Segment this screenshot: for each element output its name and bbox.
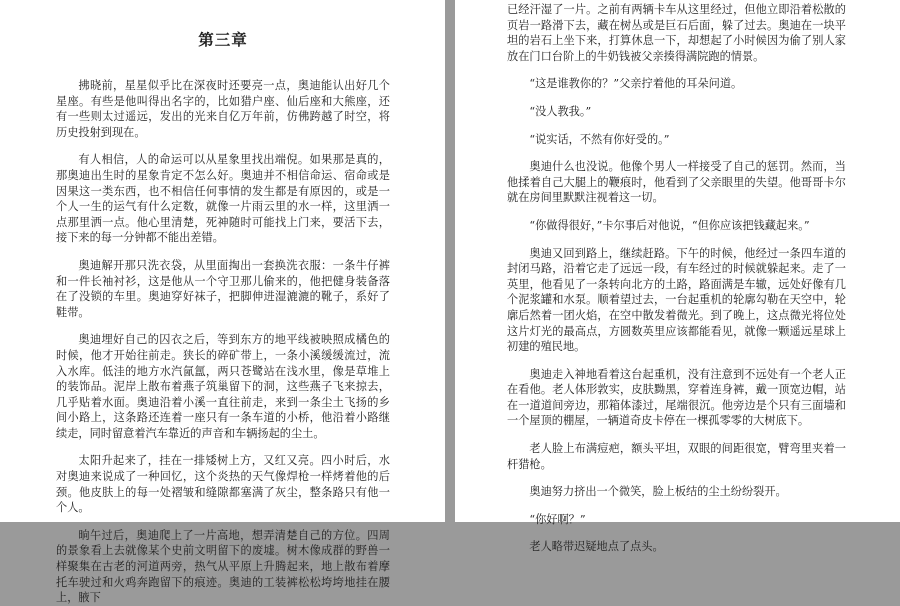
paragraph: 老人脸上布满痘疤，额头平坦，双眼的间距很宽，臂弯里夹着一杆猎枪。	[507, 442, 846, 471]
paragraph: “你做得很好，”卡尔事后对他说，“但你应该把钱藏起来。”	[529, 218, 810, 232]
paragraph: 拂晓前，星星似乎比在深夜时还要亮一点，奥迪能认出好几个星座。有些是他叫得出名字的，比如猎户座、仙后座和大熊座，还有一些则太过遥远，发出的光来自亿万年前，仿佛跨越了时空，将历史投射到现在。	[56, 79, 390, 139]
chapter-title: 第三章	[198, 30, 248, 49]
paragraph: “你好啊？”	[529, 512, 586, 526]
paragraph: 老人略带迟疑地点了点头。	[529, 540, 664, 554]
paragraph: “没人教我。”	[529, 104, 592, 118]
paragraph: 已经汗湿了一片。之前有两辆卡车从这里经过，但他立即沿着松散的页岩一路滑下去，藏在树丛或是巨石后面，躲了过去。奥迪在一块平坦的岩石上坐下来，打算休息一下，却想起了小时候因为偷了别人家放在门口台阶上的牛奶钱被父亲揍得满院跑的情景。	[507, 3, 846, 63]
paragraph: “这是谁教你的？”父亲拧着他的耳朵问道。	[529, 77, 743, 91]
paragraph: 奥迪又回到路上，继续赶路。下午的时候，他经过一条四车道的封闭马路，沿着它走了远远一段，有车经过的时候就躲起来。走了一英里，他看见了一条转向北方的土路，路面满是车辙，远处好像有几个泥浆罐和水泵。顺着望过去，一台起重机的轮廓勾勒在天空中，轮廓后然着一团火焰，在空中散发着微光。到了晚上，这点微光将位处这片灯光的最高点，方圆数英里应该都能看见，就像一颗遥远星球上初建的殖民地。	[507, 246, 846, 354]
paragraph: 奥迪解开那只洗衣袋，从里面掏出一套换洗衣服：一条牛仔裤和一件长袖衬衫，这是他从一个守卫那儿偷来的，他把健身装备落在了没锁的车里。奥迪穿好袜子，把脚伸进湿漉漉的靴子，系好了鞋带。	[56, 258, 390, 319]
paragraph: 奥迪埋好自己的囚衣之后，等到东方的地平线被映照成橘色的时候，他才开始往前走。狭长的碎矿带上，一条小溪缓缓流过，流入水库。低洼的地方水汽氤氲，两只苍鹭站在浅水里，像是草堆上的装饰品。泥岸上散布着燕子筑巢留下的洞，这些燕子飞来掠去，几乎贴着水面。奥迪沿着小溪一直往前走，来到一条尘土飞扬的乡间小路上，这条路还连着一座只有一条车道的小桥，他沿着小路继续走，同时留意着汽车靠近的声音和车辆扬起的尘土。	[56, 333, 390, 440]
right-page	[455, 0, 900, 554]
paragraph: 晌午过后，奥迪爬上了一片高地，想弄清楚自己的方位。四周的景象看上去就像某个史前文明留下的废墟。树木像成群的野兽一样聚集在古老的河道两旁，热气从平原上升腾起来，地上散布着摩托车驶过和火鸡奔跑留下的痕迹。奥迪的工装裤松松垮垮地挂在腰上，腋下	[56, 528, 390, 605]
paragraph: “说实话，不然有你好受的。”	[529, 132, 670, 146]
paragraph: 太阳升起来了，挂在一排矮树上方，又红又亮。四小时后，水对奥迪来说成了一种回忆，这个炎热的天气像焊枪一样烤着他的后颈。他皮肤上的每一处褶皱和缝隙都塞满了灰尘，整条路只有他一个人。	[56, 454, 390, 515]
paragraph: 有人相信，人的命运可以从星象里找出端倪。如果那是真的，那奥迪出生时的星象肯定不怎么好。奥迪并不相信命运、宿命或是因果这一类东西，也不相信任何事情的发生都是有原因的，或是一个人一生的运气有什么定数，就像一片雨云里的水一样，这里洒一点那里洒一点。他心里清楚，死神随时可能找上门来，要活下去，接下来的每一分钟都不能出差错。	[56, 153, 390, 245]
paragraph: 奥迪努力挤出一个微笑，脸上板结的尘土纷纷裂开。	[529, 485, 787, 499]
left-page	[0, 0, 445, 605]
paragraph: 奥迪什么也没说。他像个男人一样接受了自己的惩罚。然而，当他揉着自己大腿上的鞭痕时，他看到了父亲眼里的失望。他哥哥卡尔就在房间里默默注视着这一切。	[507, 160, 846, 205]
paragraph: 奥迪走入神地看着这台起重机，没有注意到不远处有一个老人正在看他。老人体形敦实，皮肤黝黑，穿着连身裤，戴一顶宽边帽，站在一道道间旁边，那箱体漆过，尾端很沉。他旁边是个只有三面墙和一个屋顶的棚屋，一辆道奇皮卡停在一棵孤零零的大树底下。	[507, 367, 846, 428]
